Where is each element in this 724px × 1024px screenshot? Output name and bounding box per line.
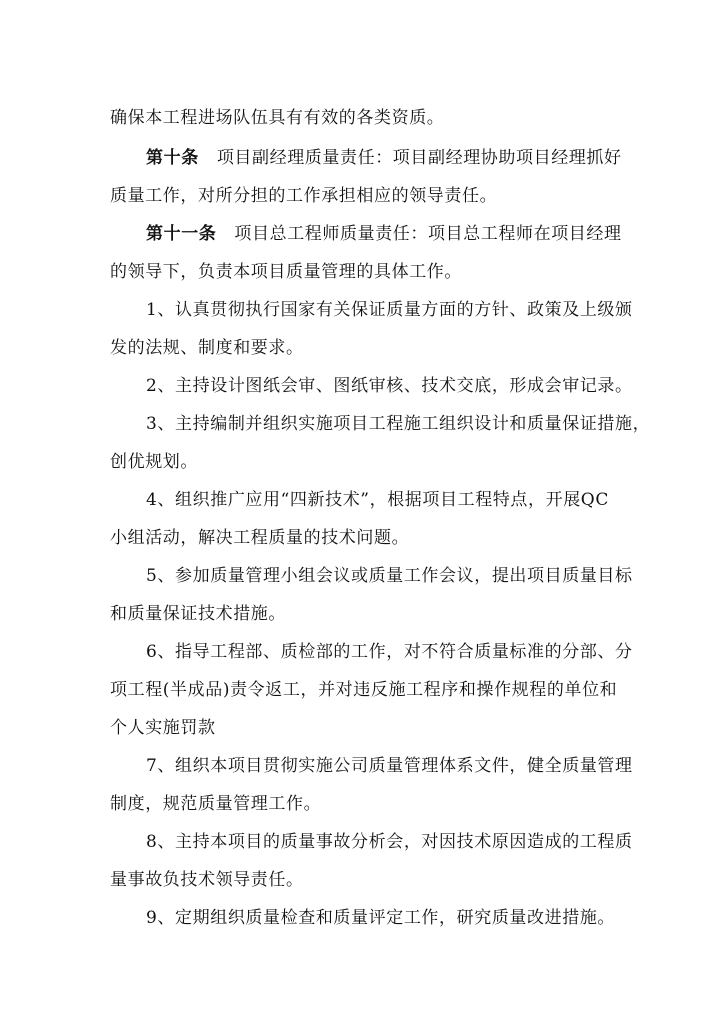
article-11-heading: 第十一条 xyxy=(146,224,217,244)
list-item-5: 5、参加质量管理小组会议或质量工作会议，提出项目质量目标 xyxy=(146,566,633,586)
text-line: 和质量保证技术措施。 xyxy=(110,604,286,624)
text-line: 确保本工程进场队伍具有有效的各类资质。 xyxy=(110,108,445,128)
list-item-2: 2、主持设计图纸会审、图纸审核、技术交底，形成会审记录。 xyxy=(146,376,633,396)
text-line: 制度，规范质量管理工作。 xyxy=(110,794,322,814)
article-10-text: 项目副经理质量责任：项目副经理协助项目经理抓好 xyxy=(216,148,622,168)
text-line: 小组活动，解决工程质量的技术问题。 xyxy=(110,528,410,548)
text-line: 个人实施罚款 xyxy=(110,718,216,738)
text-line: 的领导下，负责本项目质量管理的具体工作。 xyxy=(110,262,462,282)
article-10-line xyxy=(146,146,630,170)
text-line: 项工程(半成品)责令返工，并对违反施工程序和操作规程的单位和 xyxy=(110,680,618,700)
text-line: 量事故负技术领导责任。 xyxy=(110,870,304,890)
list-item-3: 3、主持编制并组织实施项目工程施工组织设计和质量保证措施， xyxy=(146,414,651,434)
article-11-text: 项目总工程师质量责任：项目总工程师在项目经理 xyxy=(234,224,622,244)
list-item-6: 6、指导工程部、质检部的工作，对不符合质量标准的分部、分 xyxy=(146,642,633,662)
text-line: 质量工作，对所分担的工作承担相应的领导责任。 xyxy=(110,186,498,206)
list-item-7: 7、组织本项目贯彻实施公司质量管理体系文件，健全质量管理 xyxy=(146,756,633,776)
list-item-1: 1、认真贯彻执行国家有关保证质量方面的方针、政策及上级颁 xyxy=(146,300,633,320)
list-item-4: 4、组织推广应用“四新技术”，根据项目工程特点，开展QC xyxy=(146,490,609,510)
article-11-line xyxy=(146,222,630,246)
list-item-8: 8、主持本项目的质量事故分析会，对因技术原因造成的工程质 xyxy=(146,832,633,852)
text-line: 创优规划。 xyxy=(110,452,198,472)
list-item-9: 9、定期组织质量检查和质量评定工作，研究质量改进措施。 xyxy=(146,908,616,928)
article-10-heading: 第十条 xyxy=(146,148,199,168)
text-line: 发的法规、制度和要求。 xyxy=(110,338,304,358)
